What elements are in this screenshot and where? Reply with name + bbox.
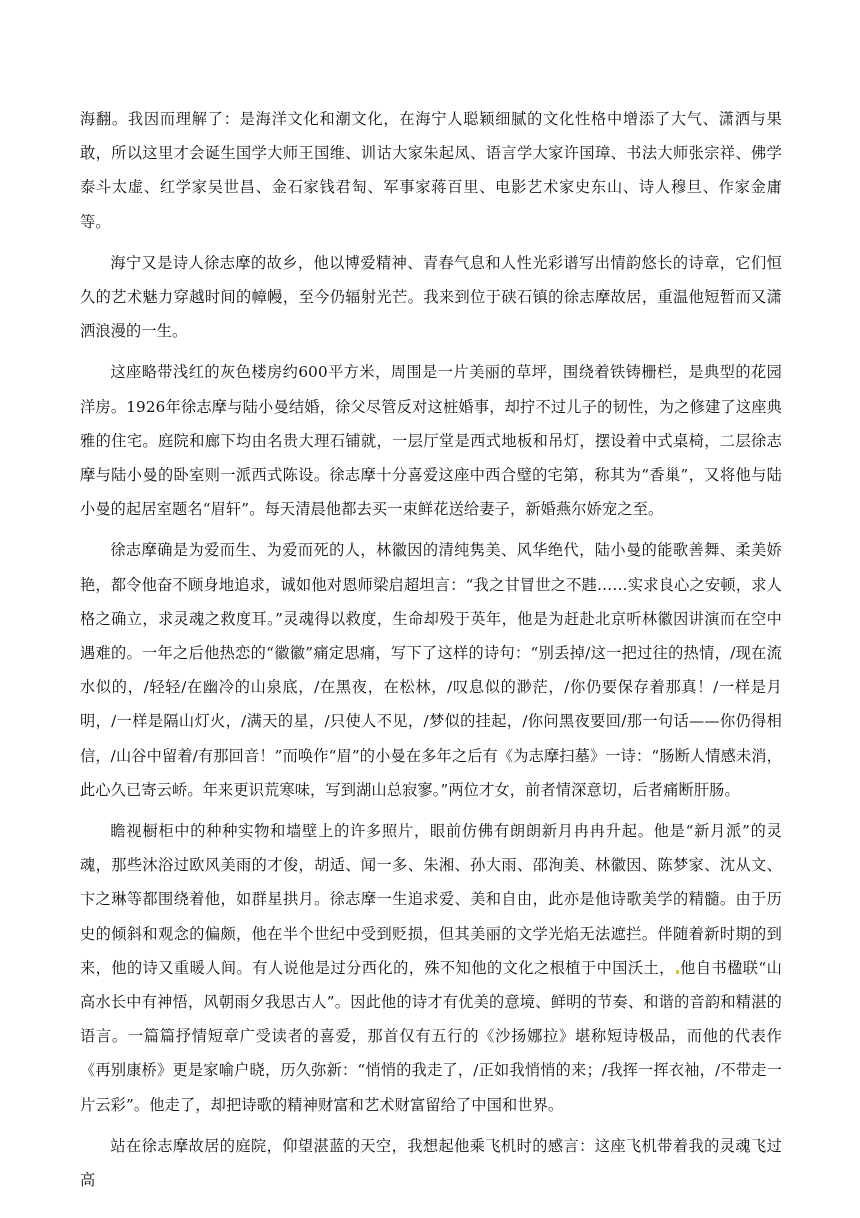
paragraph-2: 海宁又是诗人徐志摩的故乡，他以博爱精神、青春气息和人性光彩谱写出情韵悠长的诗章，它们恒久的艺术魅力穿越时间的幛幔，至今仍辐射光芒。我来到位于硖石镇的徐志摩故居，重温他短暂而又潇洒浪漫的一生。 [80,253,782,341]
paragraph-5 [80,814,782,1122]
paragraph-6: 站在徐志摩故居的庭院，仰望湛蓝的天空，我想起他乘飞机时的感言：这座飞机带着我的灵魂飞过高 [80,1136,782,1190]
paragraph-3: 这座略带浅红的灰色楼房约600平方米，周围是一片美丽的草坪，围绕着铁铸栅栏，是典型的花园洋房。1926年徐志摩与陆小曼结婚，徐父尽管反对这桩婚事，却拧不过儿子的韧性，为之修建了这座典雅的住宅。庭院和廊下均由名贵大理石铺就，一层厅堂是西式地板和吊灯，摆设着中式桌椅，二层徐志摩与陆小曼的卧室则一派西式陈设。徐志摩十分喜爱这座中西合璧的宅第，称其为“香巢”，又将他与陆小曼的起居室题名“眉轩”。每天清晨他都去买一束鲜花送给妻子，新婚燕尔娇宠之至。 [80,363,782,519]
paragraph-1: 海翻。我因而理解了：是海洋文化和潮文化，在海宁人聪颖细腻的文化性格中增添了大气、潇洒与果敢，所以这里才会诞生国学大师王国维、训诂大家朱起凤、语言学大家许国璋、书法大师张宗祥、佛学泰斗太虚、红学家吴世昌、金石家钱君匋、军事家蒋百里、电影艺术家史东山、诗人穆旦、作家金庸等。 [80,110,782,231]
paragraph-5-part-1: 瞻视橱柜中的种种实物和墙壁上的许多照片，眼前仿佛有朗朗新月冉冉升起。他是“新月派”的灵魂，那些沐浴过欧风美雨的才俊，胡适、闻一多、朱湘、孙大雨、邵洵美、林徽因、陈梦家、沈从文、卞之琳等都围绕着他，如群星拱月。徐志摩一生追求爱、美和自由，此亦是他诗歌美学的精髓。由于历史的倾斜和观念的偏颇，他在半个世纪中受到贬损，但其美丽的文学光焰无法遮拦。伴随着新时期的到来，他的诗又重暖人间。有人说他是过分西化的，殊不知他的文化之根植于中国沃土， [80,822,782,977]
stray-mark [676,970,679,974]
paragraph-5-part-2: 他自书楹联“山高水长中有神悟，风朝雨夕我思古人”。因此他的诗才有优美的意境、鲜明的节奏、和谐的音韵和精湛的语言。一篇篇抒情短章广受读者的喜爱，那首仅有五行的《沙扬娜拉》堪称短诗极品，而他的代表作《再别康桥》更是家喻户晓，历久弥新：“悄悄的我走了，/正如我悄悄的来；/我挥一挥衣袖，/不带走一片云彩”。他走了，却把诗歌的精神财富和艺术财富留给了中国和世界。 [80,958,782,1114]
paragraph-4: 徐志摩确是为爱而生、为爱而死的人，林徽因的清纯隽美、风华绝代，陆小曼的能歌善舞、柔美娇艳，都令他奋不顾身地追求，诚如他对恩师梁启超坦言：“我之甘冒世之不韪……实求良心之安顿，求人格之确立，求灵魂之救度耳。”灵魂得以救度，生命却殁于英年，他是为赶赴北京听林徽因讲演而在空中遇难的。一年之后他热恋的“徽徽”痛定思痛，写下了这样的诗句：“别丢掉/这一把过往的热情，/现在流水似的，/轻轻/在幽冷的山泉底，/在黑夜，在松林，/叹息似的渺茫，/你仍要保存着那真！/一样是月明，/一样是隔山灯火，/满天的星，/只使人不见，/梦似的挂起，/你问黑夜要回/那一句话——你仍得相信，/山谷中留着/有那回音！”而唤作“眉”的小曼在多年之后有《为志摩扫墓》一诗：“肠断人情感未消，此心久已寄云峤。年来更识荒寒味，写到湖山总寂寥。”两位才女，前者情深意切，后者痛断肝肠。 [80,541,782,799]
article-body [80,102,782,1204]
